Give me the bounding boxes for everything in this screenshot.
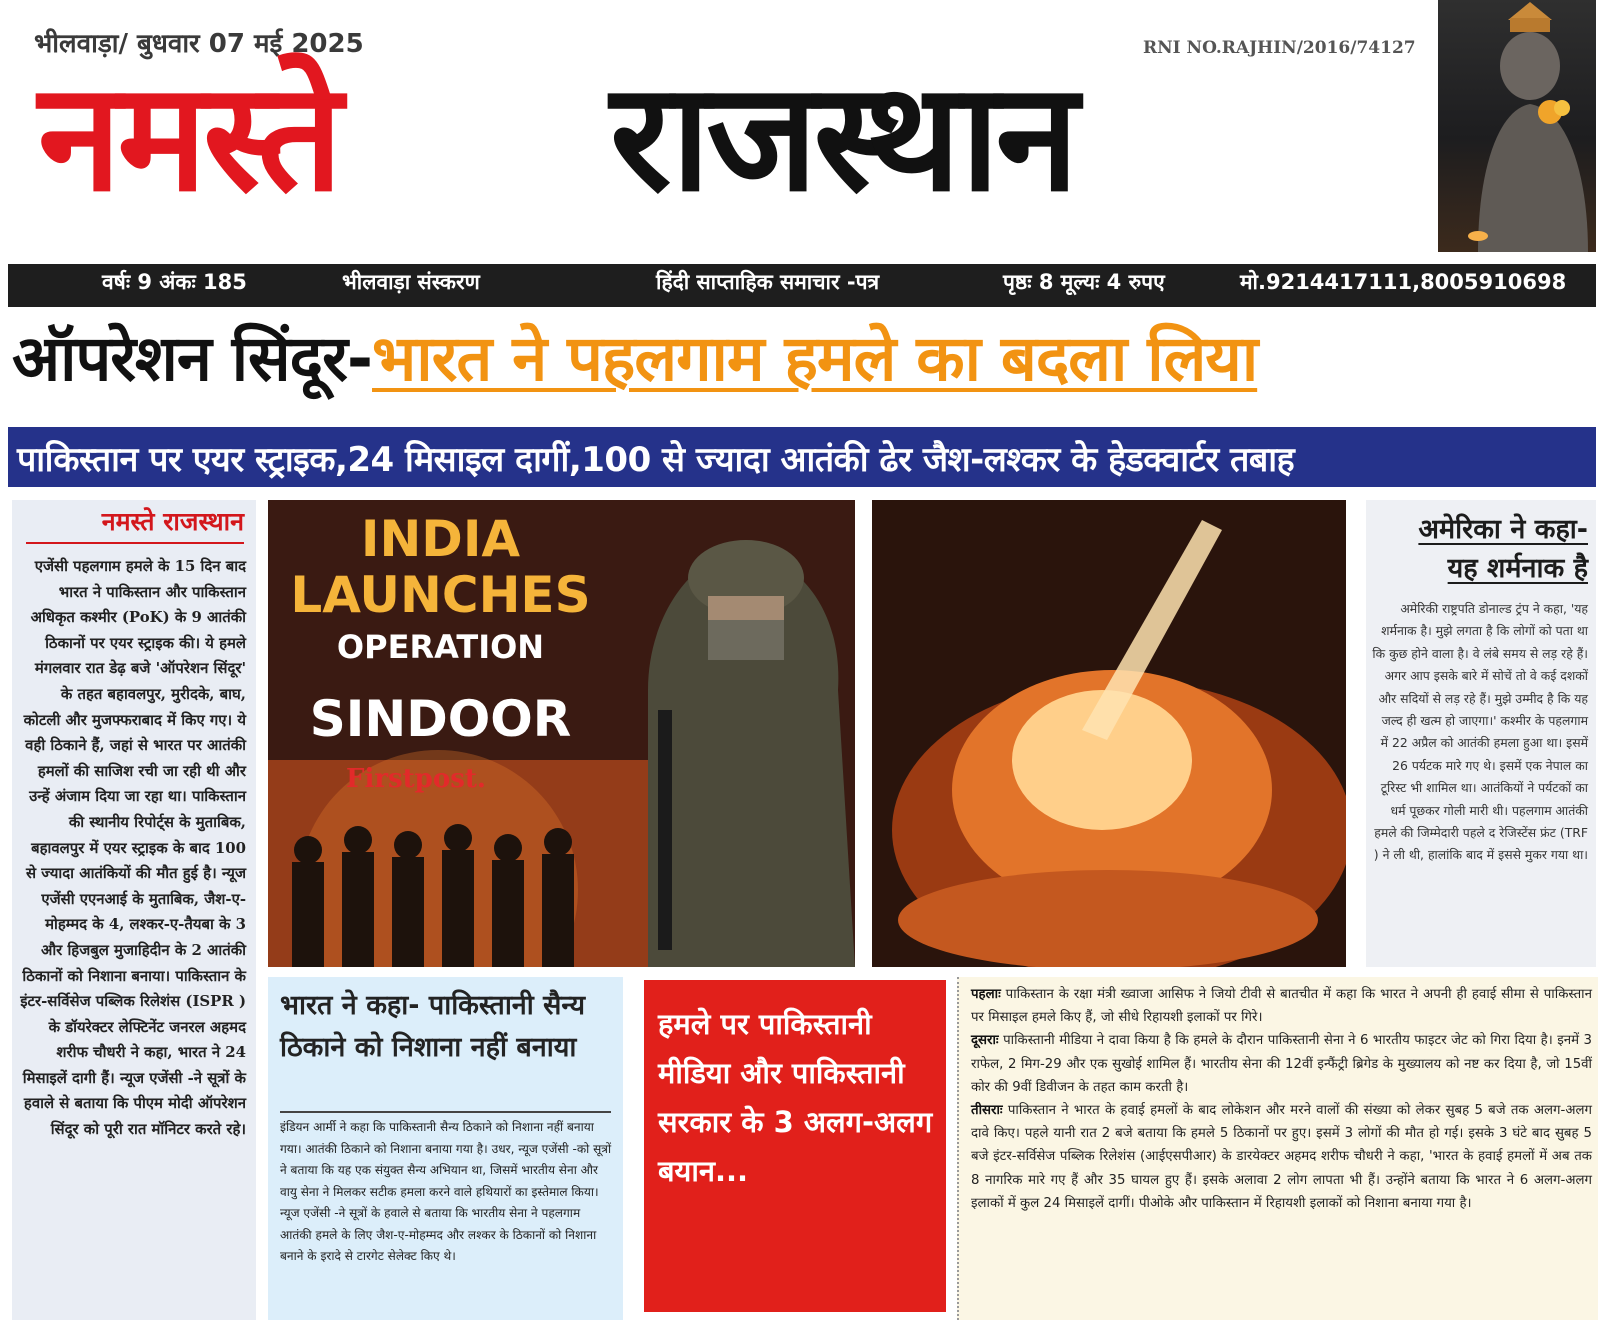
right-column-story xyxy=(1366,500,1596,967)
statement-2-label: दूसराः xyxy=(971,1033,999,1049)
statement-3-text: पाकिस्तान ने भारत के हवाई हमलों के बाद लोकेशन और मरने वालों की संख्या को लेकर सुबह 5 बजे तक अलग-अलग दावे किए। पहले यानी रात 2 बजे बताया कि हमले 5 ठिकानों पर हुए। इसमें 3 लोगों की मौत हो गई। इसके 3 घंटे बाद सुबह 5 बजे इंटर-सर्विसेज पब्लिक रिलेशंस (आईएसपीआर) के डारयेक्टर अहमद शरीफ चौधरी ने कहा, 'भारत के हवाई हमलों में अब तक 8 नागरिक मारे गए हैं और 35 घायल हुए हैं। इसके अलावा 2 लोग लापता भी हैं। उन्होंने बताया कि भारत ने 6 अलग-अलग इलाकों में कुल 24 मिसाइलें दागीं। पीओके और पाकिस्तान में रिहायशी इलाकों को निशाना बनाया गया है। xyxy=(971,1103,1592,1211)
pakistan-statements-body xyxy=(971,983,1592,1215)
headline-part-1: ऑपरेशन सिंदूर- xyxy=(12,322,373,395)
phone-numbers: मो.9214417111,8005910698 xyxy=(1240,270,1567,294)
poster-brand: Firstpost. xyxy=(346,764,486,794)
pages-price: पृष्ठः 8 मूल्यः 4 रुपए xyxy=(1003,270,1165,294)
dateline: भीलवाड़ा/ बुधवार 07 मई 2025 xyxy=(34,29,364,59)
missile-explosion-photo xyxy=(872,500,1346,967)
pakistan-statements-box xyxy=(957,977,1598,1320)
info-bar xyxy=(8,264,1596,307)
hanuman-photo xyxy=(1438,0,1596,252)
right-heading xyxy=(1418,510,1588,588)
poster-line-3: OPERATION xyxy=(336,628,545,666)
poster-line-4: SINDOOR xyxy=(309,690,572,748)
rni-number: RNI NO.RAJHIN/2016/74127 xyxy=(1143,38,1416,58)
left-kicker: नमस्ते राजस्थान xyxy=(26,504,244,544)
sub-headline-bar xyxy=(8,427,1596,487)
heading-divider xyxy=(280,1111,611,1113)
left-story-body: एजेंसी पहलगाम हमले के 15 दिन बाद भारत ने पाकिस्तान और पाकिस्तान अधिकृत कश्मीर (PoK) के 9 आतंकी ठिकानों पर एयर स्ट्राइक की। ये हमले मंगलवार रात डेढ़ बजे 'ऑपरेशन सिंदूर' के तहत बहावलपुर, मुरीदके, बाघ, कोटली और मुजफ्फराबाद में किए गए। ये वही ठिकाने हैं, जहां से भारत पर आतंकी हमलों की साजिश रची जा रही थी और उन्हें अंजाम दिया जा रहा था। पाकिस्तान की स्थानीय रिपोर्ट्स के मुताबिक, बहावलपुर में एयर स्ट्राइक के बाद 100 से ज्यादा आतंकियों की मौत हुई है। न्यूज एजेंसी एएनआई के मुताबिक, जैश-ए-मोहम्मद के 4, लश्कर-ए-तैयबा के 3 और हिजबुल मुजाहिदीन के 2 आतंकी ठिकानों को निशाना बनाया। पाकिस्तान के इंटर-सर्विसेज पब्लिक रिलेशंस (ISPR ) के डॉयरेक्टर लेफ्टिनेंट जनरल अहमद शरीफ चौधरी ने कहा, भारत ने 24 मिसाइलें दागी हैं। न्यूज एजेंसी -ने सूत्रों के हवाले से बताया कि पीएम मोदी ऑपरेशन सिंदूर को पूरी रात मॉनिटर करते रहे। xyxy=(20,557,246,1139)
right-heading-line-2: यह शर्मनाक है xyxy=(1447,553,1588,584)
paper-type: हिंदी साप्ताहिक समाचार -पत्र xyxy=(656,270,880,294)
india-statement-body: इंडियन आर्मी ने कहा कि पाकिस्तानी सैन्य ठिकाने को निशाना नहीं बनाया गया। आतंकी ठिकाने को निशाना बनाया गया है। उधर, न्यूज एजेंसी -को सूत्रों ने बताया कि यह एक संयुक्त सैन्य अभियान था, जिसमें भारतीय सेना और वायु सेना ने मिलकर सटीक हमला करने वाले हथियारों का इस्तेमाल किया। न्यूज एजेंसी -ने सूत्रों के हवाले से बताया कि भारतीय सेना ने पहलगाम आतंकी हमले के लिए जैश-ए-मोहम्मद और लश्कर के ठिकानों को निशाना बनाने के इरादे से टारगेट सेलेक्ट किए थे। xyxy=(280,1120,612,1263)
main-headline xyxy=(12,314,1257,399)
statement-1-label: पहलाः xyxy=(971,987,1001,1002)
statement-3-label: तीसराः xyxy=(971,1103,1003,1119)
edition: भीलवाड़ा संस्करण xyxy=(342,270,480,294)
right-heading-line-1: अमेरिका ने कहा- xyxy=(1418,514,1588,545)
masthead-title-black: राजस्थान xyxy=(610,51,1075,225)
india-statement-box xyxy=(268,977,623,1320)
poster-line-1: INDIA xyxy=(360,510,521,568)
pakistan-statements-teaser xyxy=(644,980,946,1312)
left-column-story xyxy=(12,500,256,1320)
masthead-title-red: नमस्ते xyxy=(38,51,339,225)
pakistan-statements-teaser-text: हमले पर पाकिस्तानी मीडिया और पाकिस्तानी सरकार के 3 अलग-अलग बयान... xyxy=(658,1007,933,1188)
india-statement-heading: भारत ने कहा- पाकिस्तानी सैन्य ठिकाने को निशाना नहीं बनाया xyxy=(280,990,586,1063)
poster-line-2: LAUNCHES xyxy=(290,566,591,624)
sub-headline: पाकिस्तान पर एयर स्ट्राइक,24 मिसाइल दागीं,100 से ज्यादा आतंकी ढेर जैश-लश्कर के हेडक्वार्टर तबाह xyxy=(17,440,1295,480)
statement-1-text: पाकिस्तान के रक्षा मंत्री ख्वाजा आसिफ ने जियो टीवी से बातचीत में कहा कि भारत ने अपनी ही हवाई सीमा से पाकिस्तान पर मिसाइल हमले किए हैं, जो सीधे रिहायशी इलाकों पर गिरे। xyxy=(971,987,1592,1026)
statement-2-text: पाकिस्तानी मीडिया ने दावा किया है कि हमले के दौरान पाकिस्तानी सेना ने 6 भारतीय फाइटर जेट को गिरा दिया है। इनमें 3 राफेल, 2 मिग-29 और एक सुखोई शामिल हैं। भारतीय सेना की 12वीं इन्फैंट्री ब्रिगेड के मुख्यालय को नष्ट कर दिया है, जो 15वीं कोर की 9वीं डिवीजन के तहत काम करती है। xyxy=(971,1033,1592,1095)
operation-sindoor-poster xyxy=(268,500,855,967)
year-issue: वर्षः 9 अंकः 185 xyxy=(102,270,247,294)
right-story-body: अमेरिकी राष्ट्रपति डोनाल्ड ट्रंप ने कहा, 'यह शर्मनाक है। मुझे लगता है कि लोगों को पता था कि कुछ होने वाला है। वे लंबे समय से लड़ रहे हैं। अगर आप इसके बारे में सोचें तो वे कई दशकों और सदियों से लड़ रहे हैं। मुझे उम्मीद है कि यह जल्द ही खत्म हो जाएगा।' कश्मीर के पहलगाम में 22 अप्रैल को आतंकी हमला हुआ था। इसमें 26 पर्यटक मारे गए थे। इसमें एक नेपाल का टूरिस्ट भी शामिल था। आतंकियों ने पर्यटकों का धर्म पूछकर गोली मारी थी। पहलगाम आतंकी हमले की जिम्मेदारी पहले द रेजिस्टेंस फ्रंट (TRF ) ने ली थी, हालांकि बाद में इससे मुकर गया था। xyxy=(1372,601,1588,863)
headline-part-2: भारत ने पहलगाम हमले का बदला लिया xyxy=(372,322,1258,395)
